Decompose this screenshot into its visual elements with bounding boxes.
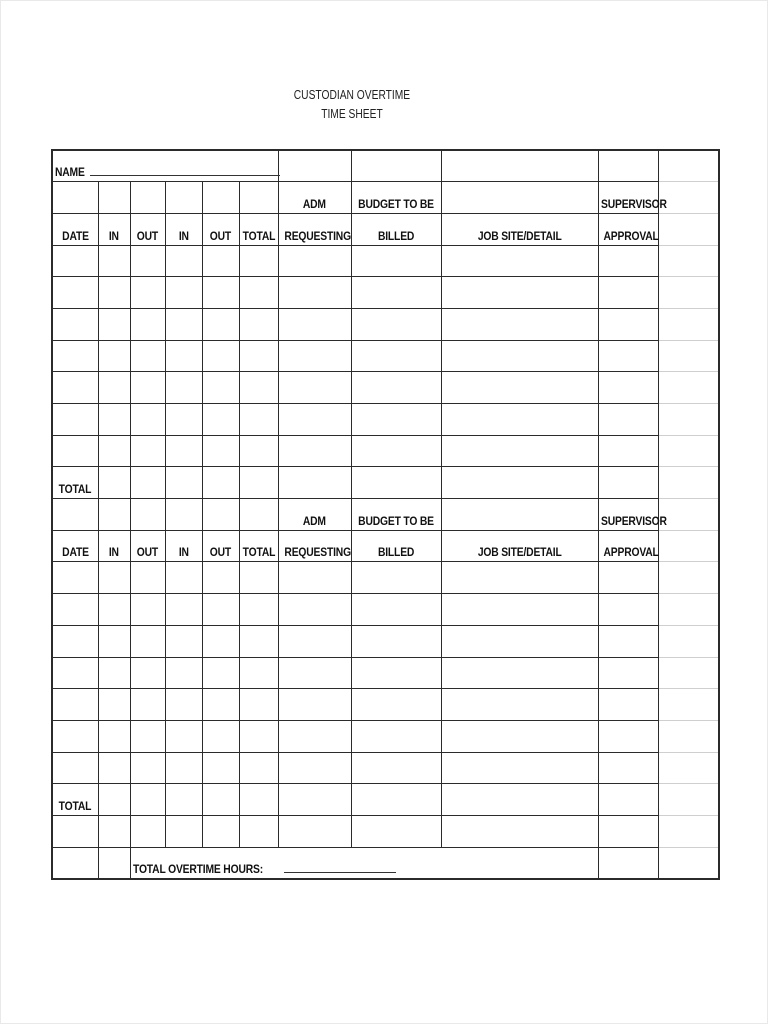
table-row (52, 625, 719, 657)
section1-header-row1 (52, 182, 719, 214)
cell[interactable] (98, 815, 130, 847)
document-subtitle: TIME SHEET (321, 107, 383, 121)
cell[interactable] (98, 372, 130, 404)
cell (658, 308, 719, 340)
total-label: TOTAL (52, 784, 98, 816)
cell[interactable] (598, 847, 658, 879)
cell[interactable] (52, 720, 98, 752)
cell[interactable] (202, 340, 239, 372)
header-date: DATE (52, 213, 98, 245)
cell[interactable] (239, 308, 278, 340)
total-overtime-field[interactable] (130, 847, 598, 879)
cell[interactable] (202, 594, 239, 626)
cell[interactable] (441, 657, 598, 689)
cell[interactable] (98, 277, 130, 309)
cell[interactable] (202, 372, 239, 404)
cell (441, 182, 598, 214)
cell[interactable] (278, 308, 351, 340)
cell[interactable] (239, 404, 278, 436)
cell[interactable] (441, 784, 598, 816)
cell (441, 499, 598, 531)
cell (165, 182, 202, 214)
cell[interactable] (52, 657, 98, 689)
section1-total-row (52, 467, 719, 499)
cell[interactable] (202, 245, 239, 277)
cell[interactable] (278, 657, 351, 689)
cell[interactable] (278, 625, 351, 657)
header-in: IN (165, 213, 202, 245)
cell[interactable] (441, 815, 598, 847)
cell[interactable] (130, 435, 165, 467)
cell[interactable] (239, 657, 278, 689)
cell (658, 213, 719, 245)
cell[interactable] (278, 150, 351, 182)
cell[interactable] (278, 689, 351, 721)
cell (658, 657, 719, 689)
cell[interactable] (239, 815, 278, 847)
cell[interactable] (52, 277, 98, 309)
cell (658, 150, 719, 182)
cell[interactable] (130, 657, 165, 689)
cell[interactable] (598, 562, 658, 594)
cell[interactable] (239, 372, 278, 404)
cell[interactable] (598, 594, 658, 626)
cell[interactable] (441, 467, 598, 499)
cell[interactable] (441, 720, 598, 752)
cell[interactable] (351, 784, 441, 816)
table-row (52, 657, 719, 689)
cell[interactable] (441, 340, 598, 372)
cell (658, 720, 719, 752)
cell (658, 340, 719, 372)
table-row (52, 562, 719, 594)
cell[interactable] (278, 562, 351, 594)
cell (658, 530, 719, 562)
cell[interactable] (202, 435, 239, 467)
cell[interactable] (441, 308, 598, 340)
cell (658, 815, 719, 847)
cell[interactable] (441, 594, 598, 626)
cell[interactable] (130, 689, 165, 721)
cell[interactable] (278, 340, 351, 372)
cell[interactable] (351, 720, 441, 752)
header-supervisor: SUPERVISOR (598, 499, 658, 531)
cell[interactable] (239, 245, 278, 277)
cell (52, 499, 98, 531)
document-title: CUSTODIAN OVERTIME (293, 88, 411, 102)
cell[interactable] (278, 435, 351, 467)
header-total: TOTAL (239, 530, 278, 562)
cell[interactable] (441, 404, 598, 436)
cell[interactable] (52, 372, 98, 404)
cell[interactable] (52, 404, 98, 436)
cell[interactable] (202, 277, 239, 309)
cell[interactable] (441, 372, 598, 404)
header-in: IN (98, 213, 130, 245)
cell[interactable] (239, 277, 278, 309)
cell[interactable] (98, 657, 130, 689)
header-out: OUT (202, 213, 239, 245)
cell (658, 752, 719, 784)
cell[interactable] (239, 752, 278, 784)
cell[interactable] (598, 404, 658, 436)
timesheet-table (51, 149, 720, 880)
header-billed: BILLED (351, 213, 441, 245)
table-row (52, 308, 719, 340)
cell[interactable] (98, 245, 130, 277)
cell[interactable] (98, 720, 130, 752)
cell (202, 499, 239, 531)
cell[interactable] (130, 404, 165, 436)
cell (658, 562, 719, 594)
cell[interactable] (351, 815, 441, 847)
cell[interactable] (278, 594, 351, 626)
cell (98, 499, 130, 531)
cell[interactable] (239, 562, 278, 594)
cell[interactable] (165, 277, 202, 309)
cell[interactable] (165, 372, 202, 404)
cell[interactable] (351, 752, 441, 784)
cell[interactable] (598, 625, 658, 657)
table-row (52, 277, 719, 309)
cell[interactable] (239, 340, 278, 372)
cell (202, 182, 239, 214)
cell[interactable] (239, 467, 278, 499)
table-row (52, 752, 719, 784)
name-underline (90, 165, 280, 176)
section2-header-row2 (52, 530, 719, 562)
cell[interactable] (130, 277, 165, 309)
cell[interactable] (278, 784, 351, 816)
cell[interactable] (130, 562, 165, 594)
cell[interactable] (441, 150, 598, 182)
cell[interactable] (52, 847, 98, 879)
cell[interactable] (130, 752, 165, 784)
table-row (52, 340, 719, 372)
total-overtime-row (52, 847, 719, 879)
cell[interactable] (598, 467, 658, 499)
cell[interactable] (351, 340, 441, 372)
cell[interactable] (165, 625, 202, 657)
cell[interactable] (202, 562, 239, 594)
cell[interactable] (202, 404, 239, 436)
cell[interactable] (239, 689, 278, 721)
cell[interactable] (98, 847, 130, 879)
cell[interactable] (202, 625, 239, 657)
cell[interactable] (165, 594, 202, 626)
cell (658, 245, 719, 277)
cell[interactable] (202, 308, 239, 340)
table-row (52, 689, 719, 721)
cell[interactable] (441, 689, 598, 721)
cell[interactable] (278, 277, 351, 309)
cell[interactable] (98, 689, 130, 721)
cell[interactable] (202, 815, 239, 847)
cell[interactable] (441, 435, 598, 467)
header-out: OUT (130, 213, 165, 245)
cell[interactable] (351, 245, 441, 277)
cell[interactable] (351, 467, 441, 499)
cell (239, 499, 278, 531)
cell[interactable] (598, 372, 658, 404)
header-job-site: JOB SITE/DETAIL (441, 213, 598, 245)
cell[interactable] (202, 720, 239, 752)
cell[interactable] (98, 308, 130, 340)
cell[interactable] (239, 594, 278, 626)
cell (658, 467, 719, 499)
cell[interactable] (351, 404, 441, 436)
cell[interactable] (165, 562, 202, 594)
cell[interactable] (598, 815, 658, 847)
cell[interactable] (52, 340, 98, 372)
cell[interactable] (239, 720, 278, 752)
cell[interactable] (351, 689, 441, 721)
total-overtime-underline (284, 862, 396, 873)
cell[interactable] (351, 308, 441, 340)
cell[interactable] (202, 467, 239, 499)
cell (658, 404, 719, 436)
table-row (52, 815, 719, 847)
cell[interactable] (278, 720, 351, 752)
cell[interactable] (351, 625, 441, 657)
name-row (52, 150, 719, 182)
cell[interactable] (52, 815, 98, 847)
cell[interactable] (165, 340, 202, 372)
cell[interactable] (165, 657, 202, 689)
cell[interactable] (278, 372, 351, 404)
header-billed: BILLED (351, 530, 441, 562)
name-label: NAME (55, 165, 85, 180)
cell (130, 499, 165, 531)
cell[interactable] (165, 752, 202, 784)
document-page (1, 1, 767, 1023)
total-label: TOTAL (52, 467, 98, 499)
cell (52, 182, 98, 214)
cell[interactable] (130, 467, 165, 499)
cell[interactable] (98, 435, 130, 467)
header-in: IN (165, 530, 202, 562)
cell[interactable] (52, 689, 98, 721)
cell[interactable] (598, 435, 658, 467)
name-field[interactable] (52, 150, 278, 182)
cell (658, 594, 719, 626)
cell[interactable] (98, 784, 130, 816)
header-total: TOTAL (239, 213, 278, 245)
cell[interactable] (278, 752, 351, 784)
section2-header-row1 (52, 499, 719, 531)
header-adm: ADM (278, 182, 351, 214)
header-approval: APPROVAL (598, 213, 658, 245)
header-job-site: JOB SITE/DETAIL (441, 530, 598, 562)
cell[interactable] (441, 752, 598, 784)
cell (658, 435, 719, 467)
cell (658, 847, 719, 879)
cell[interactable] (52, 562, 98, 594)
cell[interactable] (278, 467, 351, 499)
header-requesting: REQUESTING (278, 530, 351, 562)
header-budget: BUDGET TO BE (351, 182, 441, 214)
cell[interactable] (130, 784, 165, 816)
cell[interactable] (98, 594, 130, 626)
header-supervisor: SUPERVISOR (598, 182, 658, 214)
cell[interactable] (239, 435, 278, 467)
cell[interactable] (441, 562, 598, 594)
cell[interactable] (130, 372, 165, 404)
table-row (52, 245, 719, 277)
cell (658, 182, 719, 214)
table-row (52, 404, 719, 436)
cell[interactable] (52, 308, 98, 340)
cell[interactable] (165, 308, 202, 340)
cell[interactable] (202, 784, 239, 816)
cell (658, 372, 719, 404)
cell[interactable] (351, 277, 441, 309)
cell[interactable] (130, 625, 165, 657)
cell[interactable] (98, 625, 130, 657)
cell (130, 182, 165, 214)
cell[interactable] (278, 404, 351, 436)
cell[interactable] (239, 784, 278, 816)
cell[interactable] (165, 467, 202, 499)
cell[interactable] (52, 245, 98, 277)
section2-total-row (52, 784, 719, 816)
cell[interactable] (598, 277, 658, 309)
cell[interactable] (52, 435, 98, 467)
cell[interactable] (351, 150, 441, 182)
cell[interactable] (441, 277, 598, 309)
cell (658, 784, 719, 816)
cell[interactable] (598, 689, 658, 721)
cell[interactable] (130, 720, 165, 752)
cell[interactable] (598, 340, 658, 372)
cell[interactable] (52, 594, 98, 626)
cell[interactable] (130, 340, 165, 372)
cell[interactable] (598, 150, 658, 182)
cell[interactable] (130, 815, 165, 847)
cell[interactable] (98, 404, 130, 436)
cell[interactable] (98, 562, 130, 594)
cell[interactable] (441, 245, 598, 277)
cell[interactable] (239, 625, 278, 657)
cell[interactable] (351, 657, 441, 689)
cell[interactable] (202, 752, 239, 784)
cell[interactable] (165, 815, 202, 847)
cell[interactable] (165, 435, 202, 467)
cell (98, 182, 130, 214)
header-in: IN (98, 530, 130, 562)
cell[interactable] (165, 689, 202, 721)
table-row (52, 594, 719, 626)
cell (658, 499, 719, 531)
cell[interactable] (351, 435, 441, 467)
cell[interactable] (351, 562, 441, 594)
cell[interactable] (165, 245, 202, 277)
cell[interactable] (598, 784, 658, 816)
header-adm: ADM (278, 499, 351, 531)
cell[interactable] (598, 752, 658, 784)
header-budget: BUDGET TO BE (351, 499, 441, 531)
header-requesting: REQUESTING (278, 213, 351, 245)
cell[interactable] (278, 815, 351, 847)
section1-header-row2 (52, 213, 719, 245)
cell[interactable] (52, 625, 98, 657)
cell[interactable] (598, 245, 658, 277)
cell[interactable] (278, 245, 351, 277)
table-row (52, 720, 719, 752)
cell[interactable] (98, 340, 130, 372)
cell[interactable] (52, 752, 98, 784)
table-row (52, 372, 719, 404)
cell[interactable] (598, 720, 658, 752)
cell[interactable] (441, 625, 598, 657)
cell (658, 277, 719, 309)
cell[interactable] (165, 404, 202, 436)
cell[interactable] (165, 784, 202, 816)
cell[interactable] (598, 308, 658, 340)
cell[interactable] (130, 308, 165, 340)
cell[interactable] (202, 689, 239, 721)
cell[interactable] (130, 594, 165, 626)
header-out: OUT (202, 530, 239, 562)
cell[interactable] (351, 372, 441, 404)
cell (658, 689, 719, 721)
table-row (52, 435, 719, 467)
cell[interactable] (598, 657, 658, 689)
cell[interactable] (351, 594, 441, 626)
cell[interactable] (130, 245, 165, 277)
cell[interactable] (202, 657, 239, 689)
cell (239, 182, 278, 214)
cell[interactable] (98, 752, 130, 784)
cell (165, 499, 202, 531)
cell[interactable] (165, 720, 202, 752)
total-overtime-label: TOTAL OVERTIME HOURS: (132, 861, 263, 876)
header-out: OUT (130, 530, 165, 562)
cell (658, 625, 719, 657)
cell[interactable] (98, 467, 130, 499)
header-date: DATE (52, 530, 98, 562)
header-approval: APPROVAL (598, 530, 658, 562)
